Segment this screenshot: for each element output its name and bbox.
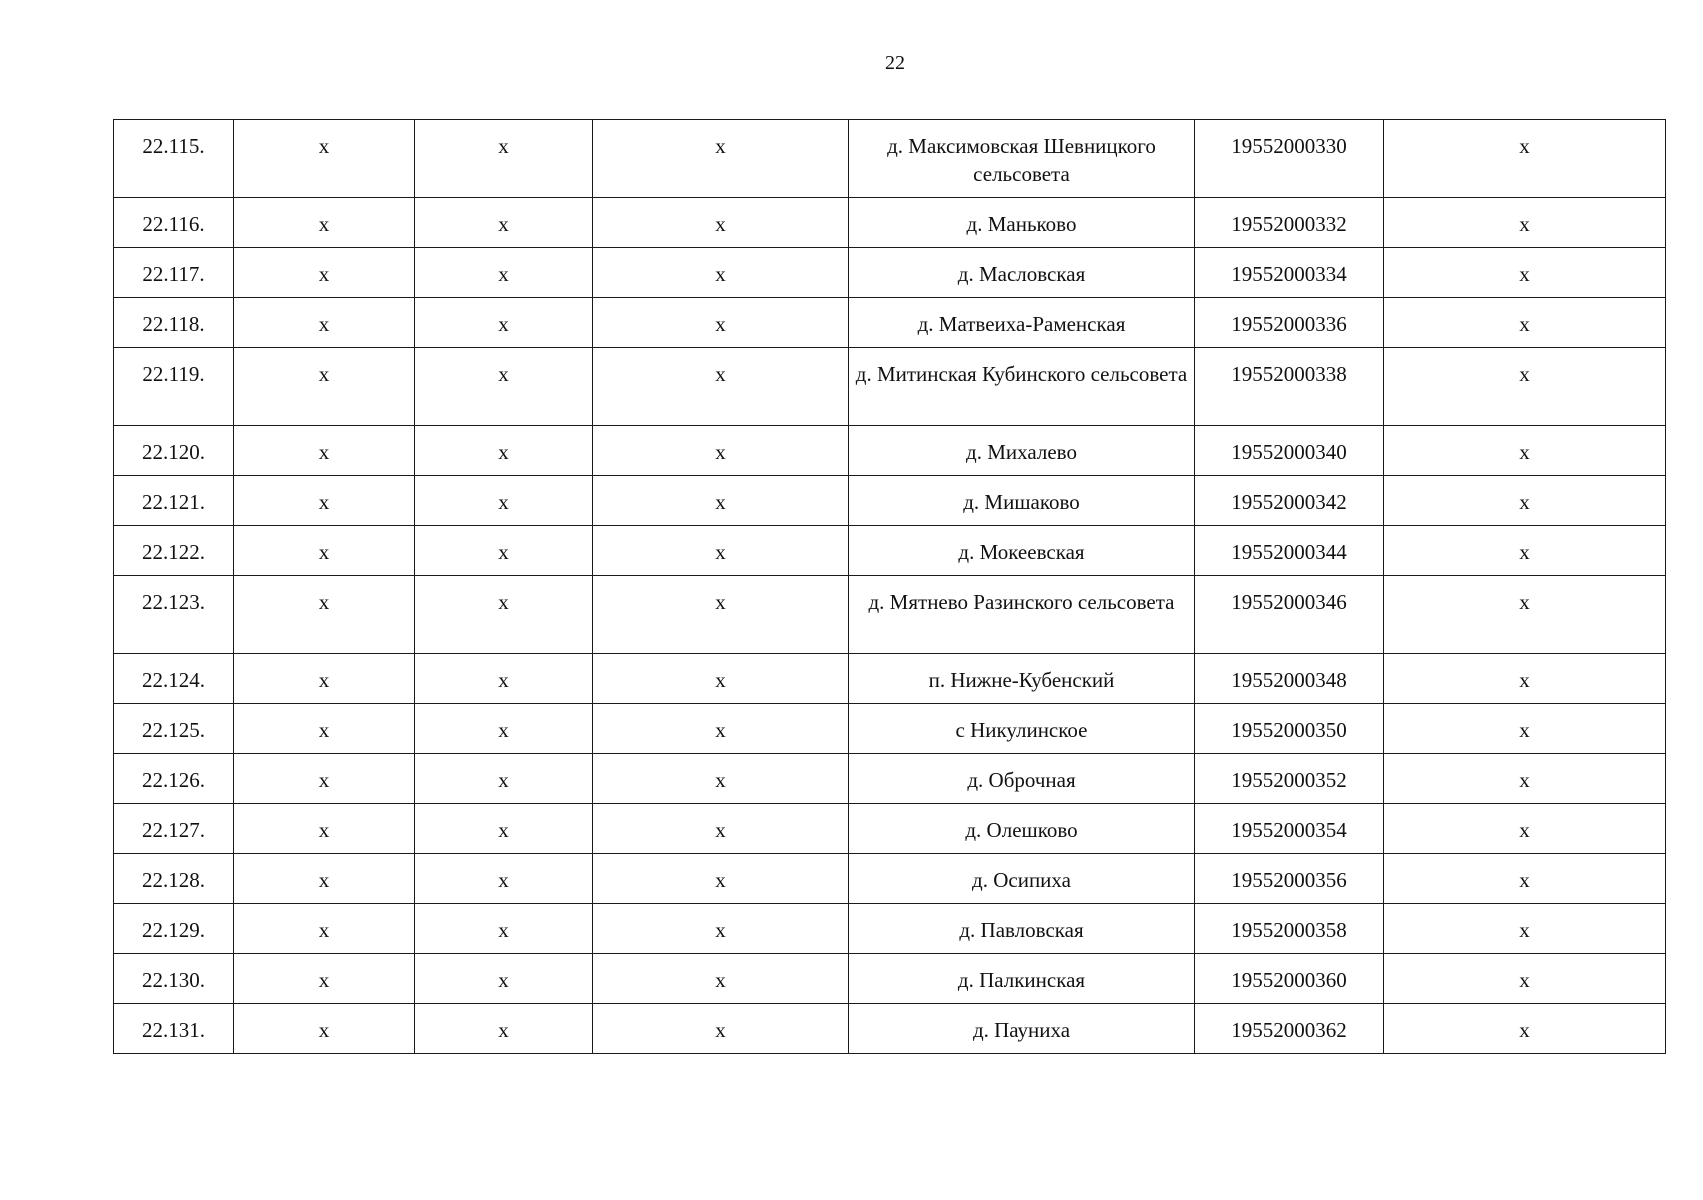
row-number-cell: 22.122. [114, 526, 234, 576]
oktmo-code-cell: 19552000330 [1195, 120, 1384, 198]
settlement-name-cell: д. Михалево [849, 426, 1195, 476]
table-row [114, 854, 1666, 904]
x-cell: x [593, 526, 849, 576]
oktmo-code-cell: 19552000350 [1195, 704, 1384, 754]
x-cell: x [593, 198, 849, 248]
row-number-cell: 22.129. [114, 904, 234, 954]
page-number: 22 [885, 52, 905, 74]
table-row [114, 120, 1666, 198]
x-cell: x [415, 526, 593, 576]
row-number-cell: 22.126. [114, 754, 234, 804]
x-cell: x [593, 804, 849, 854]
table-row [114, 704, 1666, 754]
settlement-name-cell: п. Нижне-Кубенский [849, 654, 1195, 704]
oktmo-code-cell: 19552000344 [1195, 526, 1384, 576]
settlement-name-cell: д. Масловская [849, 248, 1195, 298]
x-cell: x [234, 704, 415, 754]
oktmo-code-cell: 19552000334 [1195, 248, 1384, 298]
x-cell: x [234, 198, 415, 248]
x-cell: x [415, 348, 593, 426]
row-number-cell: 22.128. [114, 854, 234, 904]
row-number-cell: 22.123. [114, 576, 234, 654]
x-cell: x [593, 120, 849, 198]
x-cell: x [1384, 1004, 1666, 1054]
x-cell: x [593, 854, 849, 904]
x-cell: x [1384, 854, 1666, 904]
table-row [114, 426, 1666, 476]
table-row [114, 954, 1666, 1004]
x-cell: x [593, 426, 849, 476]
x-cell: x [415, 654, 593, 704]
x-cell: x [1384, 654, 1666, 704]
settlement-name-cell: д. Оброчная [849, 754, 1195, 804]
settlement-name-cell: д. Пауниха [849, 1004, 1195, 1054]
x-cell: x [415, 576, 593, 654]
x-cell: x [1384, 120, 1666, 198]
x-cell: x [593, 954, 849, 1004]
x-cell: x [415, 1004, 593, 1054]
row-number-cell: 22.131. [114, 1004, 234, 1054]
table-row [114, 298, 1666, 348]
x-cell: x [1384, 704, 1666, 754]
x-cell: x [415, 298, 593, 348]
settlement-name-cell: д. Осипиха [849, 854, 1195, 904]
table-row [114, 348, 1666, 426]
row-number-cell: 22.125. [114, 704, 234, 754]
row-number-cell: 22.115. [114, 120, 234, 198]
x-cell: x [1384, 298, 1666, 348]
table-row [114, 576, 1666, 654]
x-cell: x [234, 1004, 415, 1054]
x-cell: x [1384, 198, 1666, 248]
oktmo-code-cell: 19552000338 [1195, 348, 1384, 426]
x-cell: x [234, 298, 415, 348]
x-cell: x [234, 804, 415, 854]
settlements-table [113, 119, 1666, 1054]
x-cell: x [234, 754, 415, 804]
oktmo-code-cell: 19552000360 [1195, 954, 1384, 1004]
x-cell: x [234, 854, 415, 904]
oktmo-code-cell: 19552000356 [1195, 854, 1384, 904]
x-cell: x [1384, 576, 1666, 654]
x-cell: x [234, 120, 415, 198]
x-cell: x [593, 476, 849, 526]
row-number-cell: 22.130. [114, 954, 234, 1004]
x-cell: x [1384, 954, 1666, 1004]
x-cell: x [593, 754, 849, 804]
oktmo-code-cell: 19552000342 [1195, 476, 1384, 526]
row-number-cell: 22.124. [114, 654, 234, 704]
x-cell: x [234, 476, 415, 526]
x-cell: x [415, 248, 593, 298]
x-cell: x [1384, 248, 1666, 298]
row-number-cell: 22.121. [114, 476, 234, 526]
x-cell: x [234, 904, 415, 954]
oktmo-code-cell: 19552000336 [1195, 298, 1384, 348]
table-row [114, 804, 1666, 854]
x-cell: x [593, 348, 849, 426]
settlement-name-cell: д. Матвеиха-Раменская [849, 298, 1195, 348]
x-cell: x [415, 426, 593, 476]
settlement-name-cell: д. Мокеевская [849, 526, 1195, 576]
oktmo-code-cell: 19552000332 [1195, 198, 1384, 248]
table-row [114, 526, 1666, 576]
x-cell: x [593, 704, 849, 754]
row-number-cell: 22.116. [114, 198, 234, 248]
table-row [114, 198, 1666, 248]
x-cell: x [1384, 348, 1666, 426]
x-cell: x [593, 1004, 849, 1054]
table-row [114, 248, 1666, 298]
oktmo-code-cell: 19552000340 [1195, 426, 1384, 476]
settlement-name-cell: д. Палкинская [849, 954, 1195, 1004]
x-cell: x [234, 248, 415, 298]
settlement-name-cell: д. Митинская Кубинского сельсовета [849, 348, 1195, 426]
x-cell: x [1384, 754, 1666, 804]
x-cell: x [234, 654, 415, 704]
x-cell: x [593, 654, 849, 704]
x-cell: x [593, 298, 849, 348]
settlement-name-cell: д. Маньково [849, 198, 1195, 248]
row-number-cell: 22.119. [114, 348, 234, 426]
settlement-name-cell: д. Олешково [849, 804, 1195, 854]
settlement-name-cell: д. Максимовская Шевницкого сельсовета [849, 120, 1195, 198]
row-number-cell: 22.118. [114, 298, 234, 348]
x-cell: x [415, 754, 593, 804]
x-cell: x [234, 348, 415, 426]
settlement-name-cell: с Никулинское [849, 704, 1195, 754]
x-cell: x [234, 426, 415, 476]
x-cell: x [234, 526, 415, 576]
oktmo-code-cell: 19552000352 [1195, 754, 1384, 804]
row-number-cell: 22.117. [114, 248, 234, 298]
x-cell: x [234, 576, 415, 654]
x-cell: x [1384, 804, 1666, 854]
x-cell: x [1384, 476, 1666, 526]
x-cell: x [1384, 426, 1666, 476]
oktmo-code-cell: 19552000362 [1195, 1004, 1384, 1054]
x-cell: x [415, 854, 593, 904]
x-cell: x [593, 576, 849, 654]
x-cell: x [1384, 904, 1666, 954]
oktmo-code-cell: 19552000348 [1195, 654, 1384, 704]
x-cell: x [1384, 526, 1666, 576]
oktmo-code-cell: 19552000354 [1195, 804, 1384, 854]
oktmo-code-cell: 19552000346 [1195, 576, 1384, 654]
row-number-cell: 22.120. [114, 426, 234, 476]
table-row [114, 1004, 1666, 1054]
x-cell: x [415, 198, 593, 248]
x-cell: x [234, 954, 415, 1004]
x-cell: x [593, 248, 849, 298]
settlement-name-cell: д. Павловская [849, 904, 1195, 954]
x-cell: x [415, 120, 593, 198]
x-cell: x [593, 904, 849, 954]
settlement-name-cell: д. Мятнево Разинского сельсовета [849, 576, 1195, 654]
table-row [114, 476, 1666, 526]
x-cell: x [415, 476, 593, 526]
x-cell: x [415, 954, 593, 1004]
settlement-name-cell: д. Мишаково [849, 476, 1195, 526]
x-cell: x [415, 804, 593, 854]
x-cell: x [415, 904, 593, 954]
table-row [114, 904, 1666, 954]
oktmo-code-cell: 19552000358 [1195, 904, 1384, 954]
row-number-cell: 22.127. [114, 804, 234, 854]
table-row [114, 654, 1666, 704]
x-cell: x [415, 704, 593, 754]
table-row [114, 754, 1666, 804]
